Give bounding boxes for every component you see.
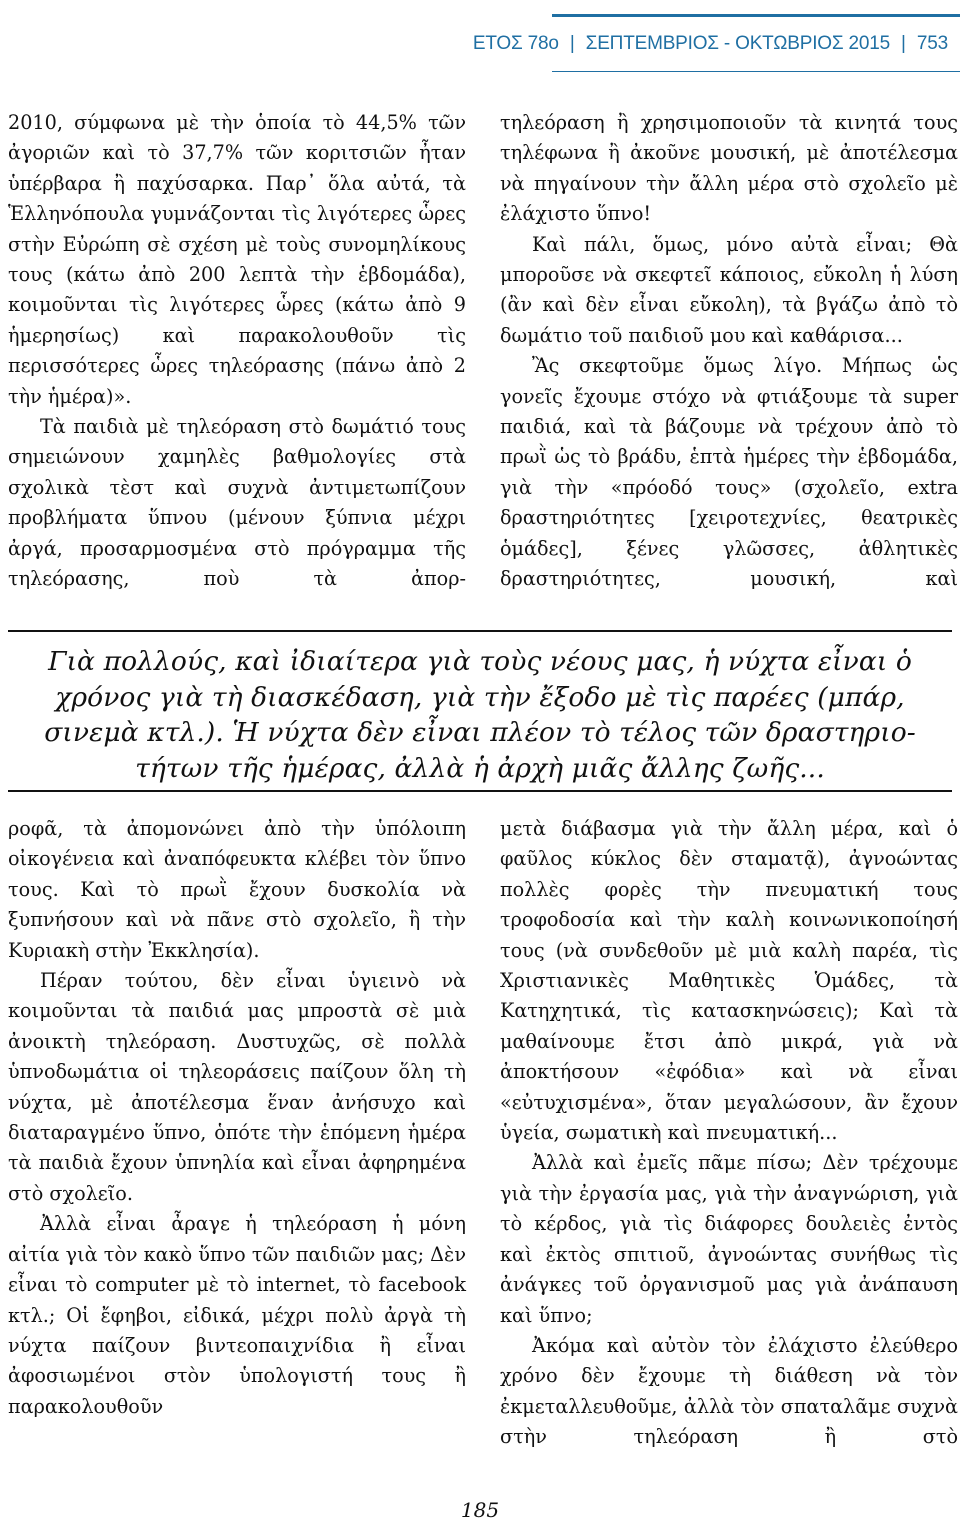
- header-page: 753: [916, 33, 948, 54]
- header-period: ΣΕΠΤΕΜΒΡΙΟΣ - ΟΚΤΩΒΡΙΟΣ 2015: [585, 33, 890, 54]
- column-top-right: [500, 108, 958, 595]
- header-separator: |: [901, 33, 906, 54]
- pullquote: [8, 644, 952, 786]
- header-issue: ΕΤΟΣ 78ο: [472, 33, 559, 54]
- header-bottom-rule: [552, 71, 960, 72]
- paragraph: Ἀλλὰ εἶναι ἆραγε ἡ τηλεόραση ἡ μόνη αἰτία γιὰ τὸν κακὸ ὕπνο τῶν παιδιῶν μας; Δὲν εἶναι τὸ computer μὲ τὸ internet, τὸ facebook κτλ.; Οἱ ἔφηβοι, εἰδικά, μέχρι πολὺ ἀργὰ τὴ νύχτα παίζουν βιντεοπαιχνίδια ἢ εἶναι ἀφοσιωμένοι στὸν ὑπολογιστή τους ἢ παρακολουθοῦν: [8, 1212, 466, 1418]
- pullquote-bottom-rule: [8, 790, 952, 792]
- pullquote-line: τήτων τῆς ἡμέρας, ἀλλὰ ἡ ἀρχὴ μιᾶς ἄλλης ζωῆς...: [135, 752, 825, 784]
- page-number: 185: [460, 1498, 500, 1522]
- paragraph: 2010, σύμφωνα μὲ τὴν ὁποία τὸ 44,5% τῶν ἀγοριῶν καὶ τὸ 37,7% τῶν κοριτσιῶν ἦταν ὑπέρβαρα ἢ παχύσαρκα. Παρ᾽ ὅλα αὐτά, τὰ Ἑλληνόπουλα γυμνάζονται τὶς λιγότερες ὧρες στὴν Εὐρώπη σὲ σχέση μὲ τοὺς συνομηλίκους τους (κάτω ἀπὸ 200 λεπτὰ τὴν ἑβδομάδα), κοιμοῦνται τὶς λιγότερες ὧρες (κάτω ἀπὸ 9 ἡμερησίως) καὶ παρακολουθοῦν τὶς περισσότερες ὧρες τηλεόρασης (πάνω ἀπὸ 2 τὴν ἡμέρα)».: [8, 111, 466, 408]
- paragraph: ροφᾶ, τὰ ἀπομονώνει ἀπὸ τὴν ὑπόλοιπη οἰκογένεια καὶ ἀναπόφευκτα κλέβει τὸν ὕπνο τους. Καὶ τὸ πρωῒ ἔχουν δυσκολία νὰ ξυπνήσουν καὶ νὰ πᾶνε στὸ σχολεῖο, ἢ τὴν Κυριακὴ στὴν Ἐκκλησία).: [8, 817, 466, 962]
- pullquote-line: Γιὰ πολλούς, καὶ ἰδιαίτερα γιὰ τοὺς νέους μας, ἡ νύχτα εἶναι ὁ: [48, 646, 912, 677]
- column-bottom-right: [500, 814, 958, 1453]
- paragraph: Ἀλλὰ καὶ ἐμεῖς πᾶμε πίσω; Δὲν τρέχουμε γιὰ τὴν ἐργασία μας, γιὰ τὴν ἀναγνώριση, γιὰ τὸ κέρδος, γιὰ τὶς διάφορες δουλειὲς ἐντὸς καὶ ἐκτὸς σπιτιοῦ, ἀγνοώντας συνήθως τὶς ἀνάγκες τοῦ ὀργανισμοῦ μας γιὰ ἀνάπαυση καὶ ὕπνο;: [500, 1151, 958, 1327]
- paragraph: Πέραν τούτου, δὲν εἶναι ὑγιεινὸ νὰ κοιμοῦνται τὰ παιδιά μας μπροστὰ σὲ μιὰ ἀνοικτὴ τηλεόραση. Δυστυχῶς, σὲ πολλὰ ὑπνοδωμάτια οἱ τηλεοράσεις παίζουν ὅλη τὴ νύχτα, μὲ ἀποτέλεσμα ἕναν ἀνήσυχο καὶ διαταραγμένο ὕπνο, ὁπότε τὴν ἑπόμενη ἡμέρα τὰ παιδιὰ ἔχουν ὑπνηλία καὶ εἶναι ἀφηρημένα στὸ σχολεῖο.: [8, 969, 466, 1205]
- header-separator: |: [569, 33, 575, 54]
- paragraph: Ἂς σκεφτοῦμε ὅμως λίγο. Μήπως ὡς γονεῖς ἔχουμε στόχο νὰ φτιάξουμε τὰ super παιδιά, καὶ τὰ βάζουμε νὰ τρέχουν ἀπὸ τὸ πρωῒ ὡς τὸ βράδυ, ἑπτὰ ἡμέρες τὴν ἑβδομάδα, γιὰ τὴν «πρόοδό τους» (σχολεῖο, extra δραστηριότητες [χειροτεχνίες, θεατρικὲς ὁμάδες], ξένες γλῶσσες, ἀθλητικὲς δραστηριότητες, μουσική, καὶ: [500, 354, 958, 591]
- paragraph: τηλεόραση ἢ χρησιμοποιοῦν τὰ κινητά τους τηλέφωνα ἢ ἀκοῦνε μουσική, μὲ ἀποτέλεσμα νὰ πηγαίνουν τὴν ἄλλη μέρα στὸ σχολεῖο μὲ ἐλάχιστο ὕπνο!: [500, 111, 958, 226]
- pullquote-top-rule: [8, 630, 952, 632]
- running-header: [473, 33, 948, 55]
- column-bottom-left: [8, 814, 466, 1422]
- header-top-rule: [552, 14, 960, 17]
- paragraph: Καὶ πάλι, ὅμως, μόνο αὐτὰ εἶναι; Θὰ μποροῦσε νὰ σκεφτεῖ κάποιος, εὔκολη ἡ λύση (ἂν καὶ δὲν εἶναι εὔκολη), τὰ βγάζω ἀπὸ τὸ δωμάτιο τοῦ παιδιοῦ μου καὶ καθάρισα...: [500, 232, 958, 347]
- column-top-left: [8, 108, 466, 595]
- pullquote-line: χρόνος γιὰ τὴ διασκέδαση, γιὰ τὴν ἔξοδο μὲ τὶς παρέες (μπάρ,: [55, 681, 905, 713]
- paragraph: μετὰ διάβασμα γιὰ τὴν ἄλλη μέρα, καὶ ὁ φαῦλος κύκλος δὲν σταματᾷ), ἀγνοώντας πολλὲς φορὲς τὴν πνευματική τους τροφοδοσία καὶ τὴν καλὴ κοινωνικοποίησή τους (νὰ συνδεθοῦν μὲ μιὰ καλὴ παρέα, τὶς Χριστιανικὲς Μαθητικὲς Ὁμάδες, τὰ Κατηχητικά, τὶς κατασκηνώσεις); Καὶ τὰ μαθαίνουμε ἔτσι ἀπὸ μικρά, γιὰ νὰ ἀποκτήσουν «ἐφόδια» καὶ νὰ εἶναι «εὐτυχισμένα», ὅταν μεγαλώσουν, ἂν ἔχουν ὑγεία, σωματικὴ καὶ πνευματική...: [500, 817, 958, 1145]
- paragraph: Τὰ παιδιὰ μὲ τηλεόραση στὸ δωμάτιό τους σημειώνουν χαμηλὲς βαθμολογίες στὰ σχολικὰ τὲστ καὶ συχνὰ ἀντιμετωπίζουν προβλήματα ὕπνου (μένουν ξύπνια μέχρι ἀργά, προσαρμοσμένα στὸ πρόγραμμα τῆς τηλεόρασης, ποὺ τὰ ἀπορ-: [8, 415, 466, 591]
- paragraph: Ἀκόμα καὶ αὐτὸν τὸν ἐλάχιστο ἐλεύθερο χρόνο δὲν ἔχουμε τὴ διάθεση νὰ τὸν ἐκμεταλλευθοῦμε, ἀλλὰ τὸν σπαταλᾶμε συχνὰ στὴν τηλεόραση ἢ στὸ: [500, 1333, 958, 1449]
- pullquote-line: σινεμὰ κτλ.). Ἡ νύχτα δὲν εἶναι πλέον τὸ τέλος τῶν δραστηριο-: [44, 717, 916, 748]
